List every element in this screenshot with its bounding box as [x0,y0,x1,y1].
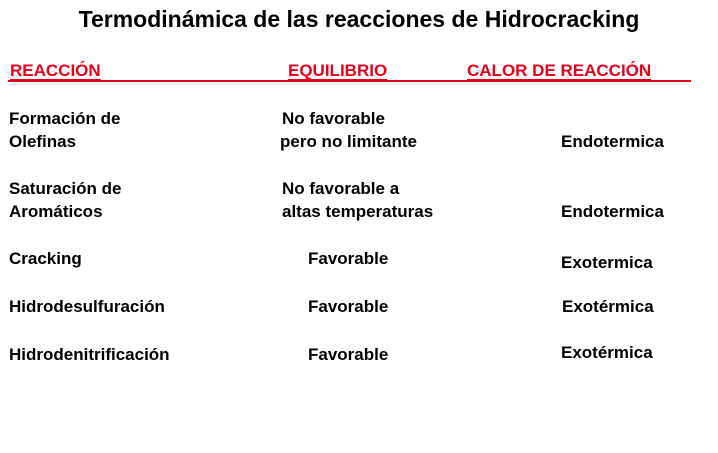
row-2-calor: Endotermica [561,202,664,221]
row-2-reaccion [9,177,121,223]
row-1-reaccion [9,107,120,153]
header-divider [8,80,691,82]
row-2-equilibrio-line-1: No favorable a [282,179,400,198]
row-5-equilibrio: Favorable [308,345,389,364]
row-1-equilibrio-line-2: pero no limitante [280,132,417,151]
row-3-reaccion: Cracking [9,249,82,268]
row-2-equilibrio-line-2: altas temperaturas [282,202,434,221]
row-5-calor: Exotérmica [561,343,653,362]
row-1-equilibrio [280,107,417,153]
row-4-calor: Exotérmica [562,297,654,316]
row-2-reaccion-line-2: Aromáticos [9,202,103,221]
row-2-equilibrio [282,177,433,223]
row-4-reaccion: Hidrodesulfuración [9,297,165,316]
column-header-reaccion: REACCIÓN [10,61,101,80]
page-title: Termodinámica de las reacciones de Hidrocracking [78,6,640,32]
row-2-reaccion-line-1: Saturación de [9,179,122,198]
row-3-calor: Exotermica [561,253,653,272]
row-1-equilibrio-line-1: No favorable [282,109,385,128]
row-3-equilibrio: Favorable [308,249,389,268]
column-header-calor: CALOR DE REACCIÓN [467,61,652,80]
column-header-equilibrio: EQUILIBRIO [288,61,388,80]
row-5-reaccion: Hidrodenitrificación [9,345,170,364]
row-1-calor: Endotermica [561,132,664,151]
row-4-equilibrio: Favorable [308,297,389,316]
row-1-reaccion-line-1: Formación de [9,109,121,128]
row-1-reaccion-line-2: Olefinas [9,132,77,151]
